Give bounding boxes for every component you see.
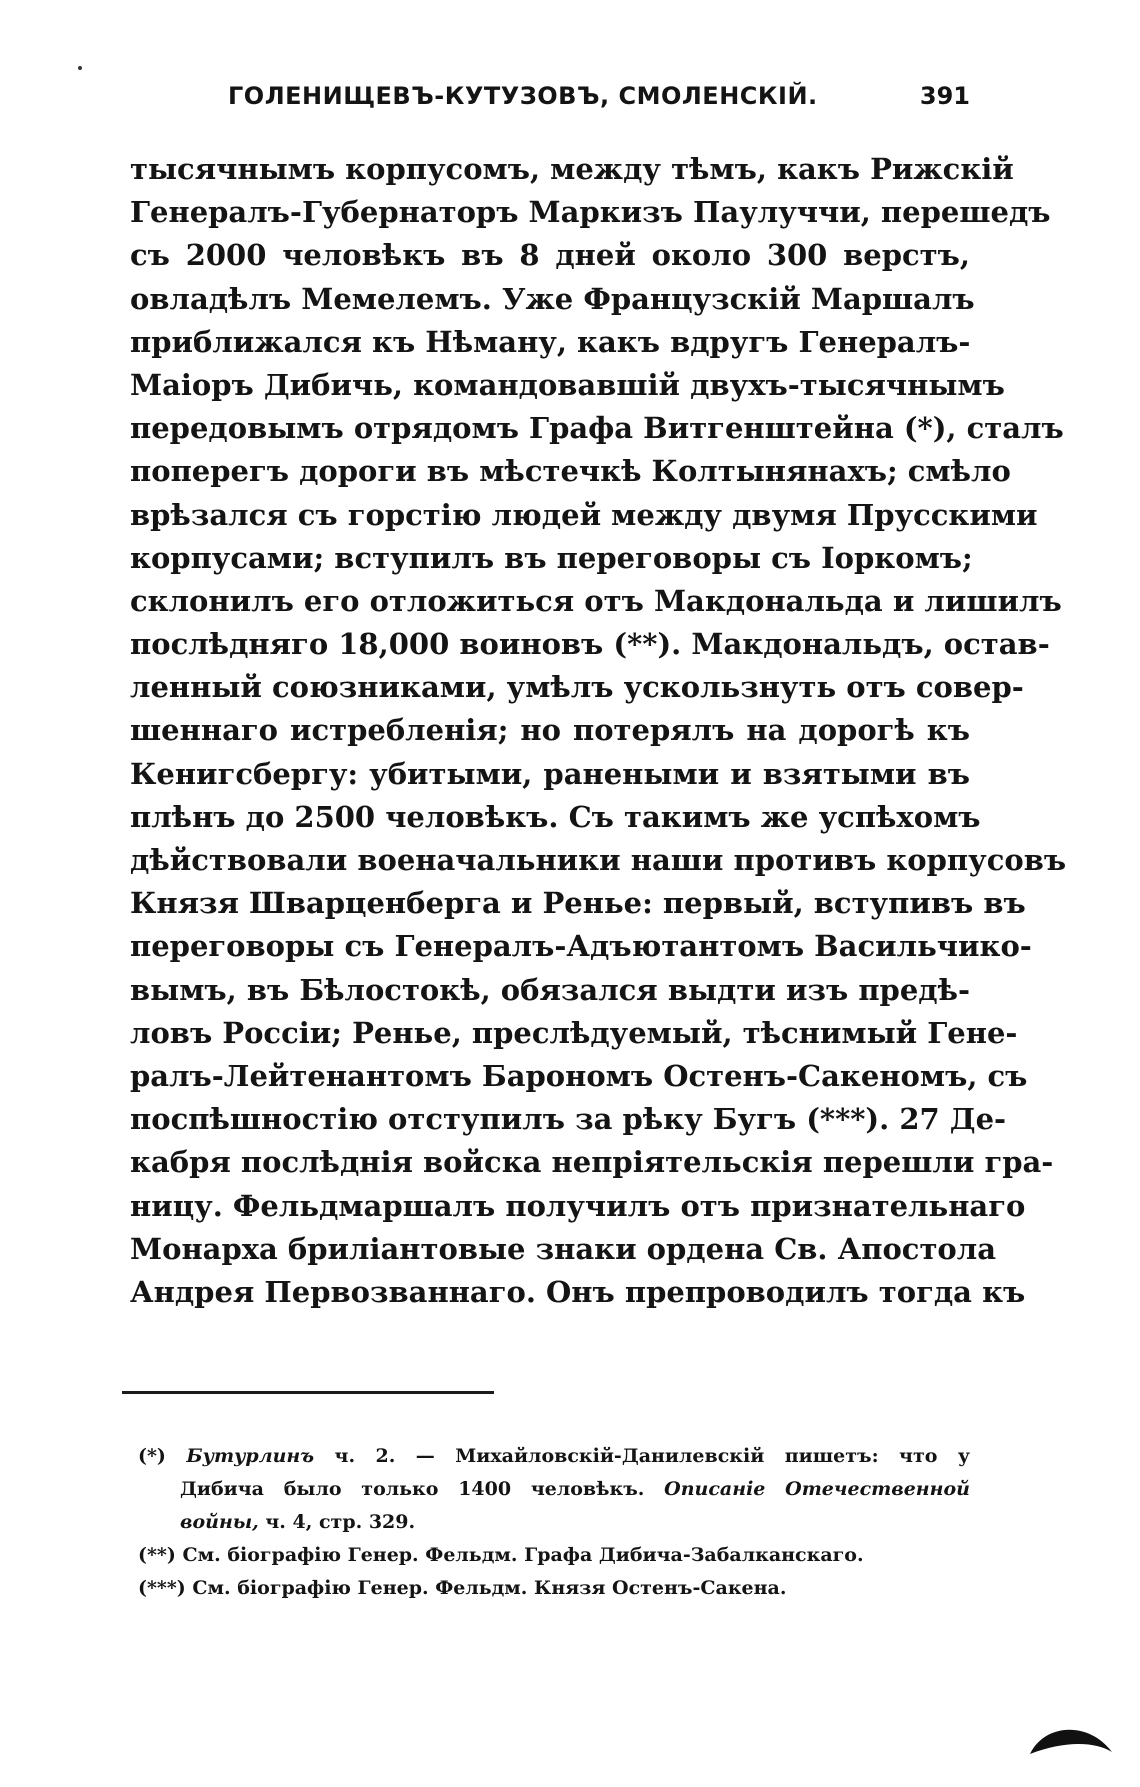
running-head xyxy=(228,82,970,122)
footnote-1-line-2-text: Дибича было только 1400 человѣкъ. xyxy=(180,1478,645,1500)
text-line: Генералъ-Губернаторъ Маркизъ Паулуччи, перешедъ xyxy=(130,195,1051,230)
footnote-1-line-3-text: ч. 4, стр. 329. xyxy=(265,1511,416,1533)
text-line: тысячнымъ корпусомъ, между тѣмъ, какъ Рижскій xyxy=(130,152,1014,186)
text-line: ралъ-Лейтенантомъ Барономъ Остенъ-Сакеномъ, съ xyxy=(130,1058,1028,1093)
text-line: переговоры съ Генералъ-Адъютантомъ Васильчико- xyxy=(130,929,1032,964)
footnote-1 xyxy=(138,1440,970,1473)
text-line: Князя Шварценберга и Ренье: первый, вступивъ въ xyxy=(130,886,1026,921)
footnotes xyxy=(138,1440,970,1605)
text-line: Кенигсбергу: убитыми, ранеными и взятыми въ xyxy=(130,756,970,791)
text-line: овладѣлъ Мемелемъ. Уже Французскій Маршалъ xyxy=(130,281,975,316)
text-line: ленный союзниками, умѣлъ ускользнуть отъ совер- xyxy=(130,670,1024,705)
text-line: съ 2000 человѣкъ въ 8 дней около 300 верстъ, xyxy=(130,238,970,273)
text-line: послѣдняго 18,000 воиновъ (**). Макдональдъ, остав- xyxy=(130,627,1050,662)
running-head-title: ГОЛЕНИЩЕВЪ-КУТУЗОВЪ, СМОЛЕНСКІЙ. xyxy=(228,82,818,110)
text-line: вымъ, въ Бѣлостокѣ, обязался выдти изъ предѣ- xyxy=(130,972,971,1007)
text-line: Маіоръ Дибичь, командовавшій двухъ-тысячнымъ xyxy=(130,367,1005,402)
text-line: поперегъ дороги въ мѣстечкѣ Колтынянахъ; смѣло xyxy=(130,454,1011,489)
text-line: Андрея Первозваннаго. Онъ препроводилъ тогда къ xyxy=(130,1274,1026,1309)
text-line: корпусами; вступилъ въ переговоры съ Іоркомъ; xyxy=(130,540,973,575)
text-line: плѣнъ до 2500 человѣкъ. Съ такимъ же успѣхомъ xyxy=(130,799,981,834)
text-line: ловъ Россіи; Ренье, преслѣдуемый, тѣснимый Гене- xyxy=(130,1015,1018,1050)
footnote-1-line-3-italic: войны, xyxy=(180,1511,259,1533)
text-line: приближался къ Нѣману, какъ вдругъ Генералъ- xyxy=(130,324,971,359)
page-speck xyxy=(78,66,82,70)
text-line: Монарха бриліантовые знаки ордена Св. Апостола xyxy=(130,1231,997,1266)
footnote-1-text: ч. 2. — Михайловскій-Данилевскій пишетъ: что у xyxy=(334,1445,970,1467)
footnote-1-line-3 xyxy=(138,1506,970,1539)
thumb-ornament-icon xyxy=(1026,1718,1116,1758)
body-text xyxy=(130,148,1067,1314)
text-line: передовымъ отрядомъ Графа Витгенштейна (*), сталъ xyxy=(130,411,1064,446)
text-line: ницу. Фельдмаршалъ получилъ отъ признательнаго xyxy=(130,1188,1026,1223)
page-number: 391 xyxy=(919,82,970,110)
footnote-1-author: Бутурлинъ xyxy=(186,1445,315,1467)
text-line: кабря послѣднія войска непріятельскія перешли гра- xyxy=(130,1145,1054,1180)
footnote-1-line-2 xyxy=(138,1473,970,1506)
text-line: поспѣшностію отступилъ за рѣку Бугъ (***). 27 Де- xyxy=(130,1102,1007,1137)
text-line: шеннаго истребленія; но потерялъ на дорогѣ къ xyxy=(130,713,970,748)
text-line: врѣзался съ горстію людей между двумя Прусскими xyxy=(130,497,1038,532)
footnote-separator-rule xyxy=(122,1391,494,1394)
footnote-1-line-2-italic: Описаніе Отечественной xyxy=(664,1478,970,1500)
footnote-1-mark: (*) xyxy=(138,1445,166,1467)
text-line: склонилъ его отложиться отъ Макдональда и лишилъ xyxy=(130,583,1062,618)
text-line: дѣйствовали военачальники наши противъ корпусовъ xyxy=(130,843,1067,877)
footnote-2: (**) См. біографію Генер. Фельдм. Графа Дибича-Забалканскаго. xyxy=(138,1544,864,1566)
footnote-3: (***) См. біографію Генер. Фельдм. Князя Остенъ-Сакена. xyxy=(138,1577,787,1599)
